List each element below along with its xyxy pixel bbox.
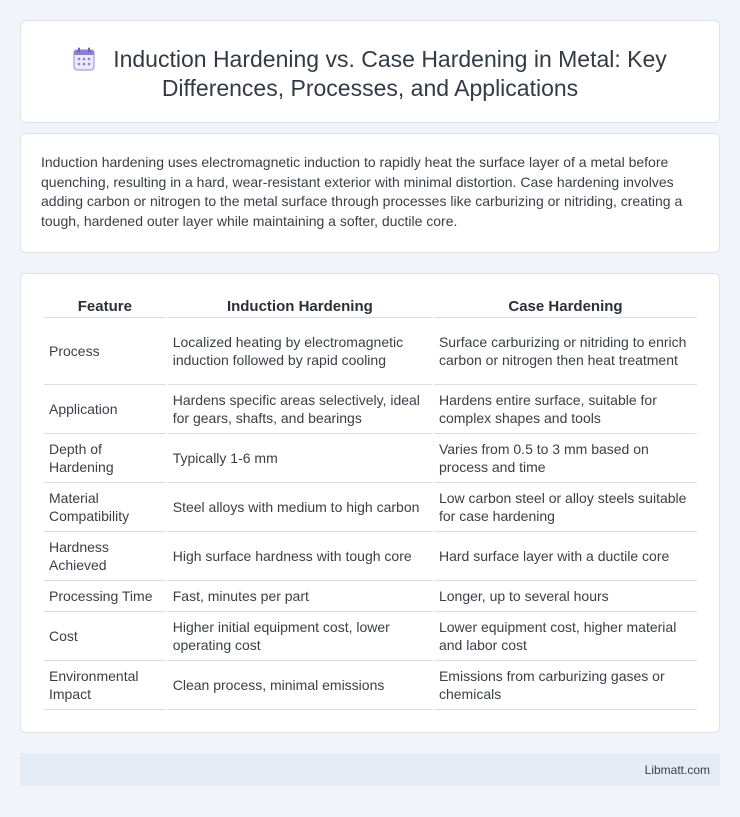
row-feature: Cost	[44, 612, 166, 661]
row-feature: Processing Time	[44, 581, 166, 612]
table-row	[44, 385, 697, 434]
header-case-hardening: Case Hardening	[434, 294, 697, 318]
table-row	[44, 434, 697, 483]
row-induction: Clean process, minimal emissions	[168, 661, 432, 710]
page-title: Induction Hardening vs. Case Hardening in Metal: Key Differences, Processes, and Applications	[113, 46, 667, 101]
table-header-row	[44, 294, 697, 318]
row-feature: Hardness Achieved	[44, 532, 166, 581]
row-induction: High surface hardness with tough core	[168, 532, 432, 581]
row-feature: Process	[44, 318, 166, 385]
row-induction: Fast, minutes per part	[168, 581, 432, 612]
row-case: Longer, up to several hours	[434, 581, 697, 612]
row-case: Lower equipment cost, higher material and labor cost	[434, 612, 697, 661]
footer-brand: Libmatt.com	[644, 763, 710, 777]
row-case: Emissions from carburizing gases or chemicals	[434, 661, 697, 710]
comparison-table	[42, 294, 699, 710]
row-feature: Environmental Impact	[44, 661, 166, 710]
table-row	[44, 532, 697, 581]
row-case: Hardens entire surface, suitable for complex shapes and tools	[434, 385, 697, 434]
intro-card	[20, 133, 720, 253]
row-induction: Typically 1-6 mm	[168, 434, 432, 483]
footer	[20, 753, 720, 786]
row-feature: Material Compatibility	[44, 483, 166, 532]
row-induction: Higher initial equipment cost, lower operating cost	[168, 612, 432, 661]
table-row	[44, 612, 697, 661]
table-row	[44, 581, 697, 612]
row-case: Surface carburizing or nitriding to enrich carbon or nitrogen then heat treatment	[434, 318, 697, 385]
table-row	[44, 661, 697, 710]
comparison-card	[20, 273, 720, 733]
title-card	[20, 20, 720, 123]
row-case: Hard surface layer with a ductile core	[434, 532, 697, 581]
row-case: Varies from 0.5 to 3 mm based on process and time	[434, 434, 697, 483]
page-title-wrap	[21, 45, 719, 103]
row-feature: Depth of Hardening	[44, 434, 166, 483]
row-case: Low carbon steel or alloy steels suitable for case hardening	[434, 483, 697, 532]
header-induction-hardening: Induction Hardening	[168, 294, 432, 318]
header-feature: Feature	[44, 294, 166, 318]
intro-paragraph: Induction hardening uses electromagnetic induction to rapidly heat the surface layer of a metal before quenching, resulting in a hard, wear-resistant exterior with minimal distortion. Case hardening involves adding carbon or nitrogen to the metal surface through processes like carburizing or nitriding, creating a tough, hardened outer layer while maintaining a softer, ductile core.	[41, 154, 683, 229]
calendar-icon	[73, 47, 95, 71]
row-feature: Application	[44, 385, 166, 434]
row-induction: Localized heating by electromagnetic induction followed by rapid cooling	[168, 318, 432, 385]
row-induction: Steel alloys with medium to high carbon	[168, 483, 432, 532]
row-induction: Hardens specific areas selectively, ideal for gears, shafts, and bearings	[168, 385, 432, 434]
table-row	[44, 318, 697, 385]
table-row	[44, 483, 697, 532]
